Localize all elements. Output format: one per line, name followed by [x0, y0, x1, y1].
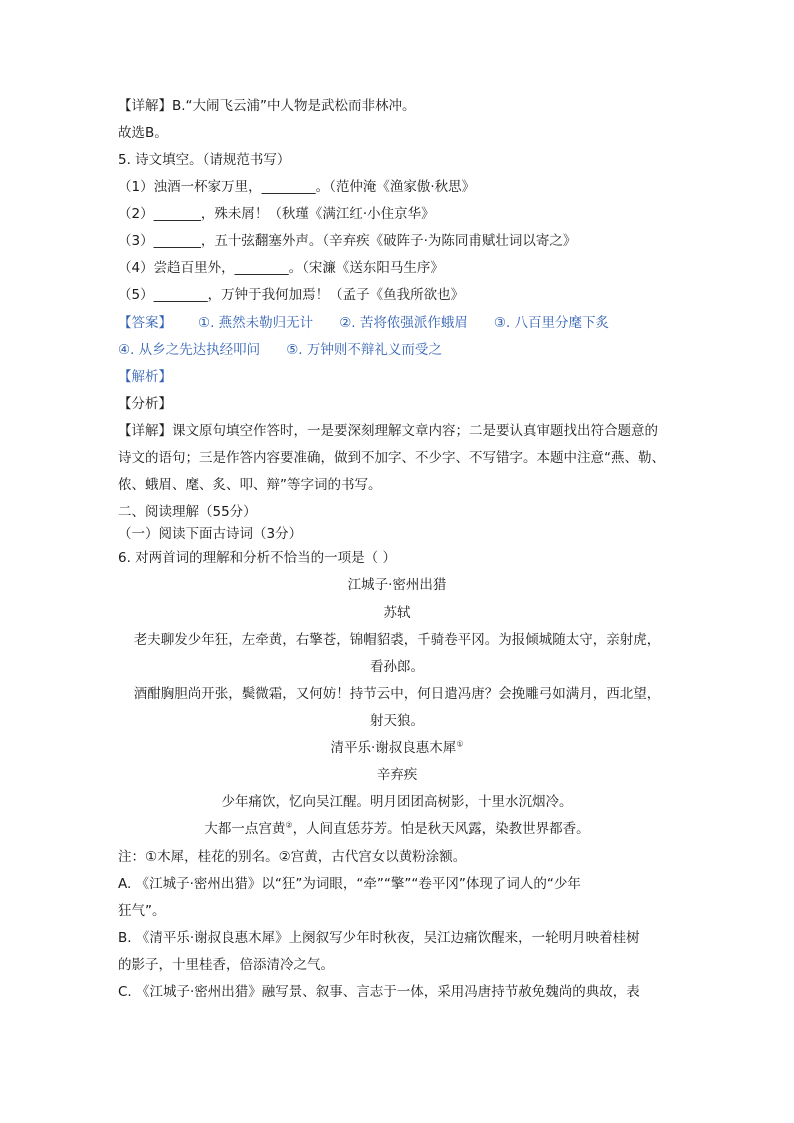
- poem1-line-3: 酒酣胸胆尚开张，鬓微霜，又何妨！持节云中，何日遣冯唐？会挽雕弓如满月，西北望，: [133, 686, 661, 702]
- q5-item-1: （1）浊酒一杯家万里，________。（范仲淹《渔家傲·秋思》: [118, 179, 476, 195]
- q4-choose: 故选B。: [118, 125, 168, 141]
- poem2-note-mark: ①: [456, 739, 464, 749]
- poem2-title: [0, 738, 794, 758]
- poem1-line-1: 老夫聊发少年狂，左牵黄，右擎苍，锦帽貂裘，千骑卷平冈。为报倾城随太守，亲射虎，: [133, 632, 661, 648]
- poem1-line-2: 看孙郎。: [370, 659, 424, 675]
- q5-detail-line-1: 【详解】课文原句填空作答时，一是要深刻理解文章内容；二是要认真审题找出符合题意的: [118, 423, 658, 439]
- option-b-line-1: B. 《清平乐·谢叔良惠木犀》上阕叙写少年时秋夜，吴江边痛饮醒来，一轮明月映着桂树: [118, 930, 640, 946]
- poem2-author: 辛弃疾: [376, 767, 418, 783]
- poem2-line-2: [0, 819, 794, 839]
- fenxi-label: 【分析】: [118, 396, 172, 412]
- answer-4: ④. 从乡之先达执经叩问: [118, 342, 261, 358]
- q5-item-2: （2）_______，殊未屑！（秋瑾《满江红·小住京华》: [118, 206, 435, 222]
- q5-item-5: （5）________，万钟于我何加焉！（孟子《鱼我所欲也》: [118, 287, 465, 303]
- q5-item-4: （4）尝趋百里外，________。（宋濂《送东阳马生序》: [118, 260, 444, 276]
- poem1-author: 苏轼: [383, 605, 411, 621]
- answer-3: ③. 八百里分麾下炙: [493, 315, 610, 331]
- poem1-title: 江城子·密州出猎: [347, 577, 447, 593]
- q5-answer-row-2: [118, 340, 442, 360]
- poem2-line-2b: ，人间直恁芬芳。怕是秋天风露，染教世界都香。: [292, 821, 590, 837]
- poem2-line-note-mark: ②: [285, 820, 293, 830]
- q6-stem: 6. 对两首词的理解和分析不恰当的一项是（ ）: [118, 550, 396, 566]
- answer-5: ⑤. 万钟则不辩礼义而受之: [286, 342, 442, 358]
- section-subtitle: （一）阅读下面古诗词（3分）: [118, 526, 303, 542]
- section-title: 二、阅读理解（55分）: [118, 504, 257, 520]
- q5-item-3: （3）_______，五十弦翻塞外声。（辛弃疾《破阵子·为陈同甫赋壮词以寄之》: [118, 233, 577, 249]
- q6-note: 注：①木犀，桂花的别名。②宫黄，古代宫女以黄粉涂额。: [118, 849, 467, 865]
- option-a-line-1: A. 《江城子·密州出猎》以“狂”为词眼，“牵”“擎”“卷平冈”体现了词人的“少年: [118, 876, 581, 892]
- q4-detail: 【详解】B.“大闹飞云浦”中人物是武松而非林冲。: [118, 98, 416, 114]
- q5-detail-line-2: 诗文的语句；三是作答内容要准确，做到不加字、不少字、不写错字。本题中注意“燕、勒、: [118, 450, 665, 466]
- q5-detail-line-3: 侬、蛾眉、麾、炙、叩、辩”等字词的书写。: [118, 477, 382, 493]
- q5-answer-row-1: [118, 313, 609, 333]
- option-c-line-1: C. 《江城子·密州出猎》融写景、叙事、言志于一体，采用冯唐持节赦免魏尚的典故，表: [118, 984, 640, 1000]
- analysis-label: 【解析】: [118, 369, 172, 385]
- answer-1: ①. 燕然未勒归无计: [198, 315, 314, 331]
- option-b-line-2: 的影子，十里桂香，倍添清冷之气。: [118, 957, 334, 973]
- answer-label: 【答案】: [118, 315, 172, 331]
- option-a-line-2: 狂气”。: [118, 903, 166, 919]
- q5-stem: 5. 诗文填空。（请规范书写）: [118, 152, 291, 168]
- poem1-line-4: 射天狼。: [370, 713, 424, 729]
- answer-2: ②. 苦将侬强派作蛾眉: [339, 315, 468, 331]
- poem2-title-text: 清平乐·谢叔良惠木犀: [330, 740, 457, 756]
- poem2-line-1: 少年痛饮，忆向吴江醒。明月团团高树影，十里水沉烟冷。: [221, 794, 573, 810]
- poem2-line-2a: 大都一点宫黄: [204, 821, 286, 837]
